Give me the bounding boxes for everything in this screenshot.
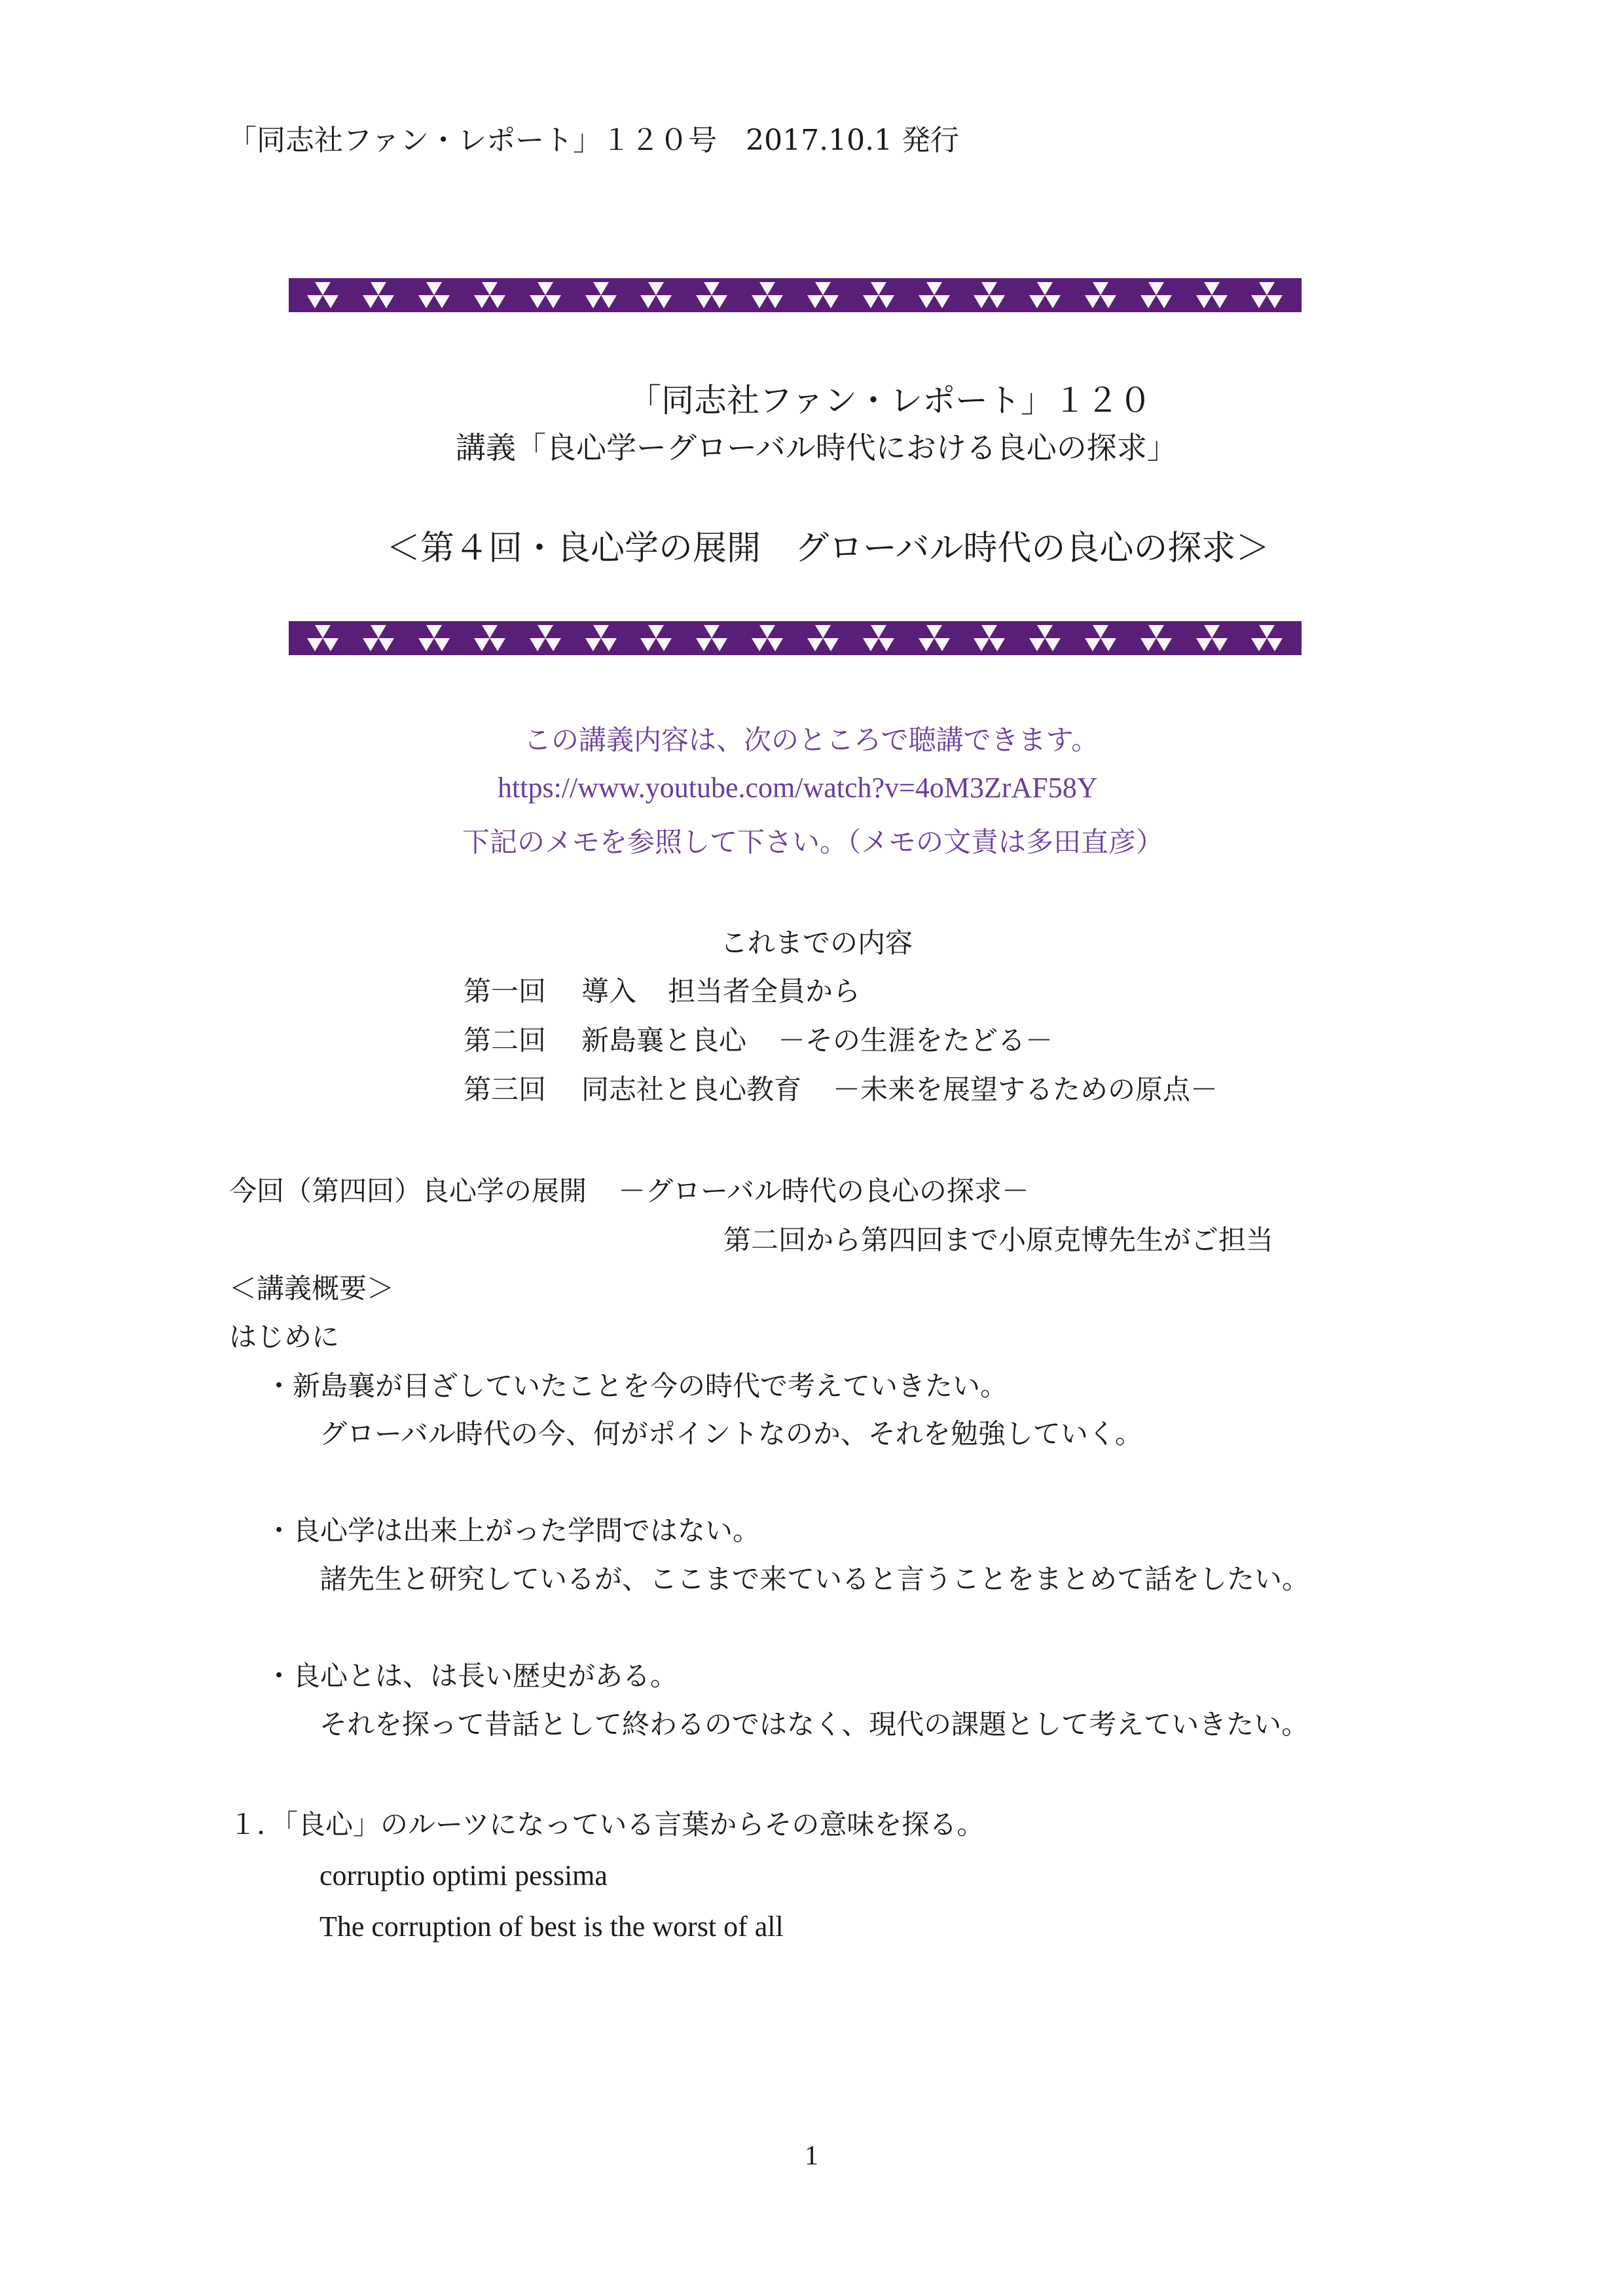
issue-header: 「同志社ファン・レポート」１２０号 2017.10.1 発行	[228, 124, 960, 157]
bullet-text: 良心学は出来上がった学問ではない。	[293, 1515, 761, 1547]
session-topic: 同志社と良心教育	[581, 1073, 802, 1105]
page-number: 1	[805, 2141, 818, 2171]
youtube-link[interactable]: https://www.youtube.com/watch?v=4oM3ZrAF58Y	[498, 772, 1098, 804]
session-number: 第一回	[464, 975, 547, 1007]
trifoil-triangle-icon	[1028, 624, 1062, 653]
decorative-banner-top	[289, 278, 1302, 312]
trifoil-triangle-icon	[1084, 281, 1118, 310]
trifoil-triangle-icon	[417, 624, 451, 653]
trifoil-triangle-icon	[528, 281, 562, 310]
session-number: 第三回	[464, 1073, 547, 1105]
trifoil-triangle-icon	[361, 624, 395, 653]
lecture-title: 講義「良心学ーグローバル時代における良心の探求」	[456, 430, 1177, 465]
trifoil-triangle-icon	[306, 624, 340, 653]
section-1-heading: １．「良心」のルーツになっている言葉からその意味を探る。	[229, 1808, 985, 1840]
trifoil-triangle-icon	[306, 281, 340, 310]
session-subtitle: －未来を展望するための原点－	[833, 1073, 1218, 1105]
trifoil-triangle-icon	[417, 281, 451, 310]
trifoil-triangle-icon	[806, 624, 840, 653]
trifoil-triangle-icon	[639, 281, 673, 310]
latin-phrase: corruptio optimi pessima	[319, 1859, 608, 1892]
trifoil-triangle-icon	[862, 281, 896, 310]
intro-heading: はじめに	[229, 1321, 340, 1353]
trifoil-triangle-icon	[361, 281, 395, 310]
trifoil-triangle-icon	[473, 624, 507, 653]
trifoil-triangle-icon	[1139, 624, 1173, 653]
session-subtitle: 担当者全員から	[668, 975, 861, 1007]
notice-text: この講義内容は、次のところで聴講できます。	[524, 724, 1099, 756]
session-topic: 新島襄と良心	[581, 1024, 747, 1056]
trifoil-triangle-icon	[1084, 624, 1118, 653]
trifoil-triangle-icon	[972, 281, 1006, 310]
trifoil-triangle-icon	[917, 624, 951, 653]
english-translation: The corruption of best is the worst of all	[319, 1910, 784, 1943]
trifoil-triangle-icon	[1195, 281, 1229, 310]
series-title-text: 「同志社ファン・レポート」１２０	[629, 382, 1152, 420]
bullet-text: 良心とは、は長い歴史がある。	[293, 1660, 678, 1692]
bullet-continuation-2: 諸先生と研究しているが、ここまで来ていると言うことをまとめて話をしたい。	[319, 1563, 1310, 1595]
trifoil-triangle-icon	[1195, 624, 1229, 653]
bullet-icon: ・	[265, 1660, 293, 1692]
bullet-continuation-1: グローバル時代の今、何がポイントなのか、それを勉強していく。	[319, 1418, 1143, 1450]
bullet-continuation-3: それを探って昔話として終わるのではなく、現代の課題として考えていきたい。	[319, 1708, 1309, 1740]
trifoil-triangle-icon	[584, 281, 618, 310]
overview-heading: ＜講義概要＞	[229, 1272, 395, 1304]
session-title: ＜第４回・良心学の展開 グローバル時代の良心の探求＞	[386, 529, 1270, 568]
current-session	[229, 1170, 1029, 1209]
trifoil-triangle-icon	[917, 281, 951, 310]
trifoil-triangle-icon	[1028, 281, 1062, 310]
bullet-text: 新島襄が目ざしていたことを今の時代で考えていきたい。	[293, 1370, 1008, 1402]
trifoil-triangle-icon	[750, 624, 784, 653]
trifoil-triangle-icon	[528, 624, 562, 653]
bullet-item-1	[265, 1365, 1008, 1404]
trifoil-triangle-icon	[750, 281, 784, 310]
decorative-banner-bottom	[289, 621, 1302, 655]
current-session-subtitle: －グローバル時代の良心の探求－	[618, 1175, 1029, 1207]
trifoil-triangle-icon	[1250, 624, 1284, 653]
previous-contents-heading: これまでの内容	[720, 927, 913, 959]
trifoil-triangle-icon	[1139, 281, 1173, 310]
trifoil-triangle-icon	[695, 281, 729, 310]
trifoil-triangle-icon	[862, 624, 896, 653]
series-title	[0, 374, 1623, 422]
trifoil-triangle-icon	[584, 624, 618, 653]
bullet-icon: ・	[265, 1515, 293, 1547]
bullet-item-3	[265, 1655, 678, 1694]
trifoil-triangle-icon	[639, 624, 673, 653]
lecturer-note: 第二回から第四回まで小原克博先生がご担当	[723, 1224, 1274, 1256]
bullet-item-2	[265, 1509, 760, 1549]
previous-item-2	[464, 1019, 1053, 1058]
bullet-icon: ・	[265, 1370, 293, 1402]
current-session-label: 今回（第四回）良心学の展開	[229, 1175, 587, 1207]
memo-note: 下記のメモを参照して下さい。（メモの文責は多田直彦）	[462, 826, 1164, 858]
session-subtitle: －その生涯をたどる－	[778, 1024, 1053, 1056]
trifoil-triangle-icon	[473, 281, 507, 310]
trifoil-triangle-icon	[1250, 281, 1284, 310]
session-number: 第二回	[464, 1024, 547, 1056]
trifoil-triangle-icon	[695, 624, 729, 653]
trifoil-triangle-icon	[972, 624, 1006, 653]
previous-item-3	[464, 1068, 1218, 1107]
session-topic: 導入	[581, 975, 637, 1007]
trifoil-triangle-icon	[806, 281, 840, 310]
previous-item-1	[464, 970, 860, 1009]
